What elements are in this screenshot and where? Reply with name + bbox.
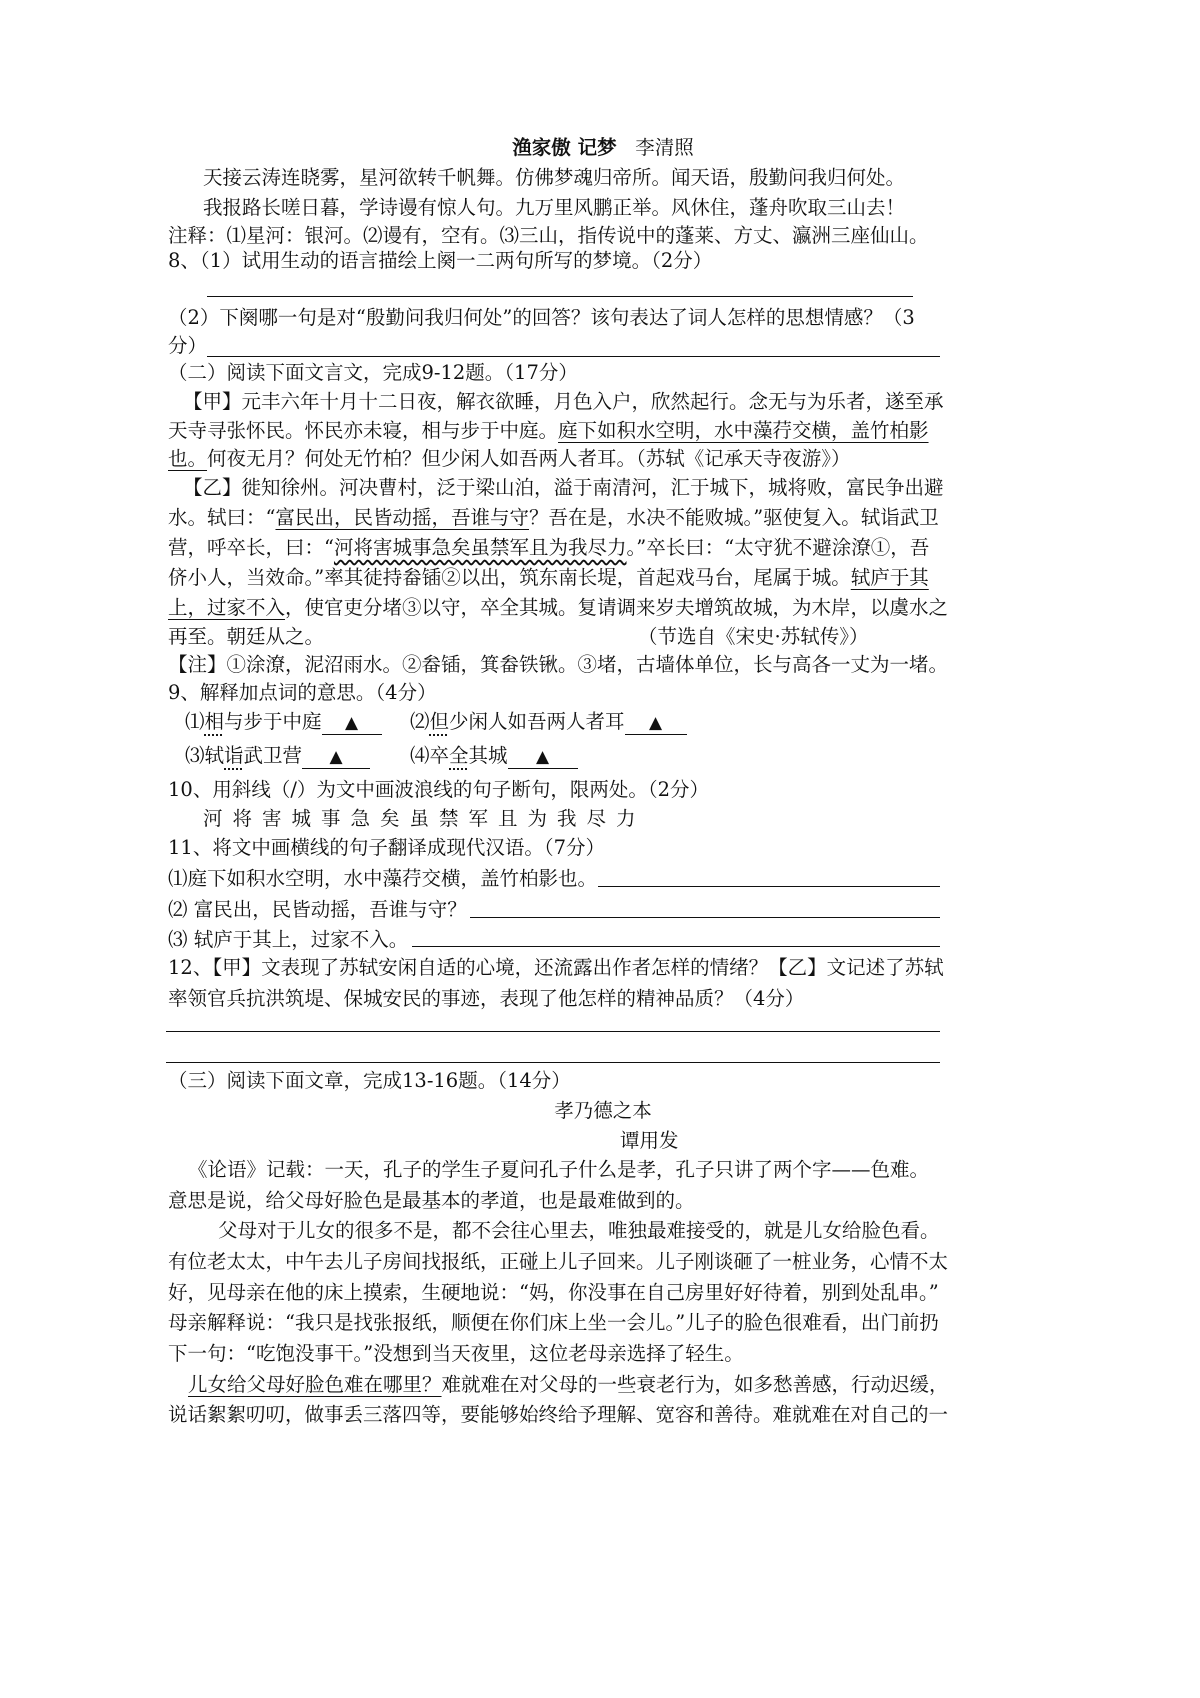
q9-item-3: ⑶轼诣武卫营 ▲ (185, 741, 415, 771)
answer-line[interactable] (166, 1031, 940, 1032)
poem-line-1: 天接云涛连晓雾，星河欲转千帆舞。仿佛梦魂归帝所。闻天语，殷勤问我归何处。 (203, 166, 906, 189)
q11-s1: ⑴庭下如积水空明，水中藻荇交横，盖竹柏影也。 (168, 867, 598, 890)
section2-header: （二）阅读下面文言文，完成9-12题。（17分） (168, 361, 578, 384)
q9-item-2: ⑵但少闲人如吾两人者耳 ▲ (410, 707, 710, 737)
source-citation: （节选自《宋史·苏轼传》） (638, 625, 869, 648)
q12-line-2: 率领官兵抗洪筑堤、保城安民的事迹，表现了他怎样的精神品质？（4分） (168, 987, 805, 1010)
article-p2-b: 有位老太太，中午去儿子房间找报纸，正碰上儿子回来。儿子刚谈砸了一桩业务，心情不太 (168, 1250, 949, 1273)
jia-line-2: 天寺寻张怀民。怀民亦未寝，相与步于中庭。庭下如积水空明，水中藻荇交横，盖竹柏影 (168, 419, 929, 442)
article-p3-b: 说话絮絮叨叨，做事丢三落四等，要能够始终给予理解、宽容和善待。难就难在对自己的一 (168, 1403, 949, 1426)
poem-author: 李清照 (635, 136, 694, 159)
underlined-sentence: 上，过家不入 (168, 596, 286, 619)
q8-part2: （2）下阕哪一句是对“殷勤问我归何处”的回答？该句表达了词人怎样的思想情感？（3 (168, 306, 915, 329)
poem-line-2: 我报路长嗟日暮，学诗谩有惊人句。九万里风鹏正举。风休住，蓬舟吹取三山去！ (203, 196, 906, 219)
q12-line-1: 12、【甲】文表现了苏轼安闲自适的心境，还流露出作者怎样的情绪？【乙】文记述了苏轼 (168, 956, 944, 979)
poem-title: 渔家傲 记梦 (512, 136, 617, 159)
yi-line-4: 侪小人，当效命。”率其徒持畚锸②以出，筑东南长堤，首起戏马台，尾属于城。轼庐于其 (168, 566, 929, 589)
underlined-sentence: 儿女给父母好脸色难在哪里？ (188, 1373, 442, 1396)
q10-header: 10、用斜线（/）为文中画波浪线的句子断句，限两处。（2分） (168, 778, 710, 801)
answer-blank[interactable]: ▲ (625, 712, 687, 735)
answer-blank[interactable]: ▲ (322, 712, 382, 735)
underlined-sentence: 也。 (168, 447, 208, 470)
article-p2-c: 好，见母亲在他的床上摸索，生硬地说：“妈，你没事在自己房里好好待着，别到处乱串。” (168, 1281, 939, 1304)
answer-line[interactable] (598, 886, 940, 887)
answer-blank[interactable]: ▲ (508, 746, 578, 769)
yi-line-5: 上，过家不入，使官吏分堵③以守，卒全其城。复请调来岁夫增筑故城，为木岸，以虞水之 (168, 596, 949, 619)
underlined-sentence: 富民出，民皆动摇，吾谁与守 (275, 506, 529, 529)
article-author: 谭用发 (620, 1129, 679, 1152)
yi-line-3: 营，呼卒长，曰：“河将害城事急矣虽禁军且为我尽力。”卒长曰：“太守犹不避涂潦①，吾 (168, 536, 930, 559)
q8-part1: 8、（1）试用生动的语言描绘上阕一二两句所写的梦境。（2分） (168, 249, 713, 272)
q11-header: 11、将文中画横线的句子翻译成现代汉语。（7分） (168, 836, 605, 859)
q9-item-1: ⑴相与步于中庭 ▲ (185, 707, 415, 737)
yi-note: 【注】①涂潦，泥沼雨水。②畚锸，箕畚铁锹。③堵，古墙体单位，长与高各一丈为一堵。 (168, 653, 949, 676)
underlined-sentence: 轼庐于其 (850, 566, 929, 589)
yi-line-2: 水。轼曰：“富民出，民皆动摇，吾谁与守？吾在是，水决不能败城。”驱使复入。轼诣武卫 (168, 506, 939, 529)
poem-heading (183, 133, 1023, 163)
answer-line[interactable] (470, 917, 940, 918)
answer-blank[interactable]: ▲ (302, 746, 370, 769)
jia-line-1: 【甲】元丰六年十月十二日夜，解衣欲睡，月色入户，欣然起行。念无与为乐者，遂至承 (183, 390, 944, 413)
q8-part2-end: 分） (168, 334, 208, 357)
jia-line-3: 也。何夜无月？何处无竹柏？但少闲人如吾两人者耳。（苏轼《记承天寺夜游》） (168, 447, 851, 470)
article-p2-d: 母亲解释说：“我只是找张报纸，顺便在你们床上坐一会儿。”儿子的脸色很难看，出门前扔 (168, 1311, 939, 1334)
article-p1-b: 意思是说，给父母好脸色是最基本的孝道，也是最难做到的。 (168, 1189, 695, 1212)
article-p1-a: 《论语》记载：一天，孔子的学生子夏问孔子什么是孝，孔子只讲了两个字——色难。 (188, 1158, 930, 1181)
poem-notes: 注释：⑴星河：银河。⑵谩有，空有。⑶三山，指传说中的蓬莱、方丈、瀛洲三座仙山。 (168, 224, 929, 247)
q9-header: 9、解释加点词的意思。（4分） (168, 681, 437, 704)
yi-line-6: 再至。朝廷从之。 （节选自《宋史·苏轼传》） (168, 622, 1008, 652)
article-title: 孝乃德之本 (554, 1099, 652, 1122)
article-p3-a: 儿女给父母好脸色难在哪里？难就难在对父母的一些衰老行为，如多愁善感，行动迟缓， (188, 1373, 949, 1396)
answer-line[interactable] (166, 1062, 940, 1063)
q10-sentence: 河将害城事急矣虽禁军且为我尽力 (203, 807, 646, 830)
q11-s3: ⑶ 轼庐于其上，过家不入。 (168, 928, 409, 951)
answer-line (207, 296, 913, 297)
answer-line[interactable] (412, 946, 940, 947)
section3-header: （三）阅读下面文章，完成13-16题。（14分） (168, 1069, 571, 1092)
wavy-sentence: 河将害城事急矣虽禁军且为我尽力 (333, 536, 627, 559)
answer-line (207, 356, 940, 357)
article-p2-a: 父母对于儿女的很多不是，都不会往心里去，唯独最难接受的，就是儿女给脸色看。 (218, 1219, 940, 1242)
yi-line-1: 【乙】徙知徐州。河决曹村，泛于梁山泊，溢于南清河，汇于城下，城将败，富民争出避 (183, 476, 944, 499)
q11-s2: ⑵ 富民出，民皆动摇，吾谁与守？ (168, 898, 467, 921)
article-p2-e: 下一句：“吃饱没事干。”没想到当天夜里，这位老母亲选择了轻生。 (168, 1342, 744, 1365)
q9-item-4: ⑷卒全其城 ▲ (410, 741, 710, 771)
underlined-sentence: 庭下如积水空明，水中藻荇交横，盖竹柏影 (558, 419, 929, 442)
